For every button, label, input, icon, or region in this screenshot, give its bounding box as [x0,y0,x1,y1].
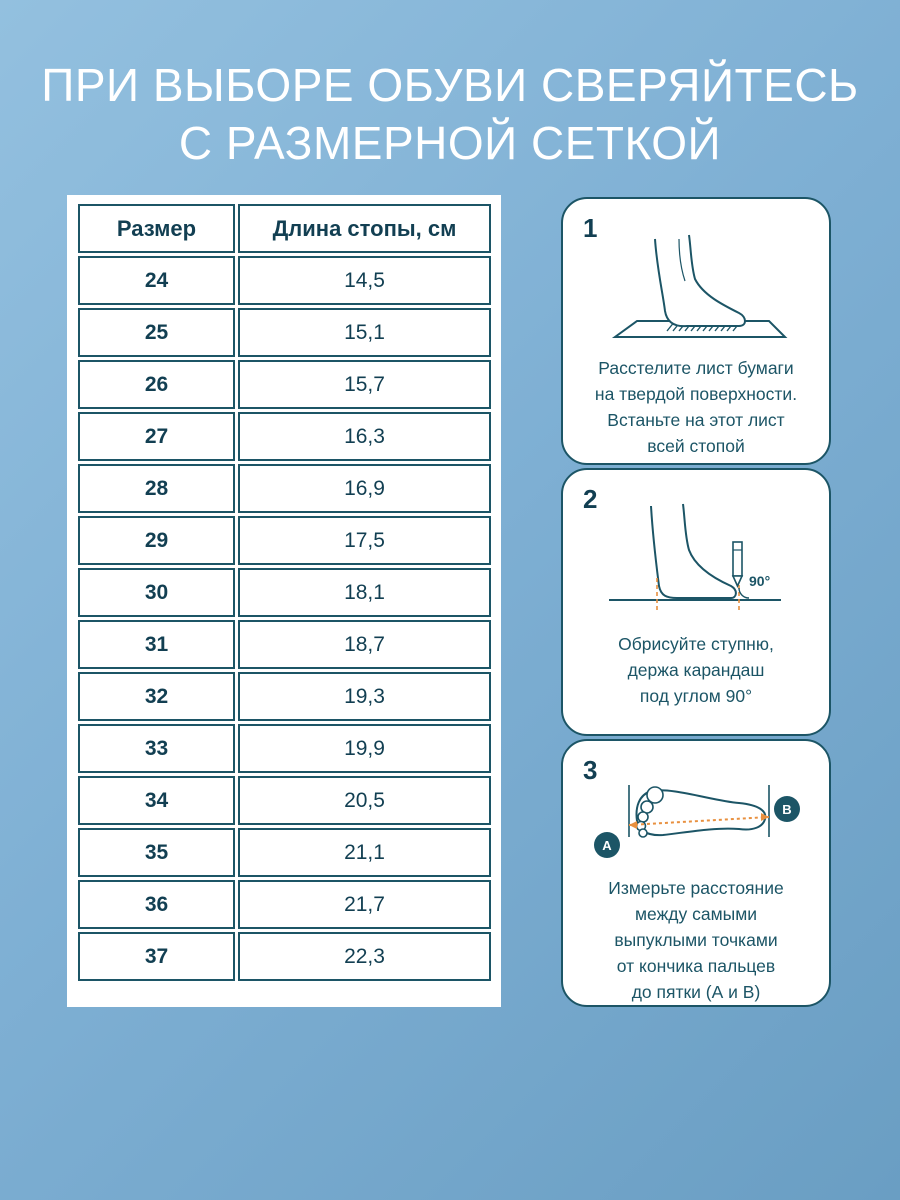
title-line-1: ПРИ ВЫБОРЕ ОБУВИ СВЕРЯЙТЕСЬ [41,59,859,111]
length-cell: 19,3 [238,672,491,721]
title-line-2: С РАЗМЕРНОЙ СЕТКОЙ [178,117,722,169]
point-b-label: B [782,802,792,817]
step-text-line: под углом 90° [639,686,753,706]
size-cell: 31 [78,620,235,669]
step-text-line: Расстелите лист бумаги [598,358,794,378]
step-text-line: всей стопой [647,436,745,456]
foot-on-paper-icon [563,199,829,359]
size-cell: 28 [78,464,235,513]
step-description [571,355,821,459]
size-cell: 32 [78,672,235,721]
step-text-line: на твердой поверхности. [594,384,798,404]
size-cell: 30 [78,568,235,617]
step-number: 2 [583,484,598,514]
size-cell: 33 [78,724,235,773]
length-cell: 17,5 [238,516,491,565]
point-a-label: A [602,838,612,853]
step-card-2 [561,468,831,736]
foot-measure-icon [563,741,829,871]
page-title [0,56,900,172]
length-cell: 18,1 [238,568,491,617]
length-cell: 14,5 [238,256,491,305]
size-cell: 36 [78,880,235,929]
length-cell: 15,7 [238,360,491,409]
header-foot-length: Длина стопы, см [238,204,491,253]
foot-tracing-icon [563,470,829,620]
length-cell: 21,1 [238,828,491,877]
size-table [67,195,501,1007]
length-cell: 15,1 [238,308,491,357]
step-text-line: держа карандаш [627,660,765,680]
size-cell: 34 [78,776,235,825]
step-text-line: между самыми [635,904,757,924]
length-cell: 21,7 [238,880,491,929]
size-cell: 27 [78,412,235,461]
length-cell: 16,3 [238,412,491,461]
step-number: 1 [583,213,598,243]
size-cell: 35 [78,828,235,877]
length-cell: 22,3 [238,932,491,981]
length-cell: 18,7 [238,620,491,669]
length-cell: 16,9 [238,464,491,513]
step-text-line: от кончика пальцев [616,956,776,976]
step-text-line: Измерьте расстояние [608,878,784,898]
angle-label: 90° [749,573,771,589]
step-text-line: до пятки (А и В) [631,982,761,1002]
size-cell: 26 [78,360,235,409]
size-cell: 29 [78,516,235,565]
size-cell: 37 [78,932,235,981]
step-number: 3 [583,755,598,785]
step-description [571,875,821,1005]
step-card-1 [561,197,831,465]
step-text-line: Обрисуйте ступню, [618,634,774,654]
length-cell: 19,9 [238,724,491,773]
step-text-line: Встаньте на этот лист [607,410,785,430]
step-description [571,631,821,709]
size-cell: 24 [78,256,235,305]
header-size: Размер [78,204,235,253]
step-text-line: выпуклыми точками [614,930,778,950]
size-cell: 25 [78,308,235,357]
step-card-3 [561,739,831,1007]
length-cell: 20,5 [238,776,491,825]
